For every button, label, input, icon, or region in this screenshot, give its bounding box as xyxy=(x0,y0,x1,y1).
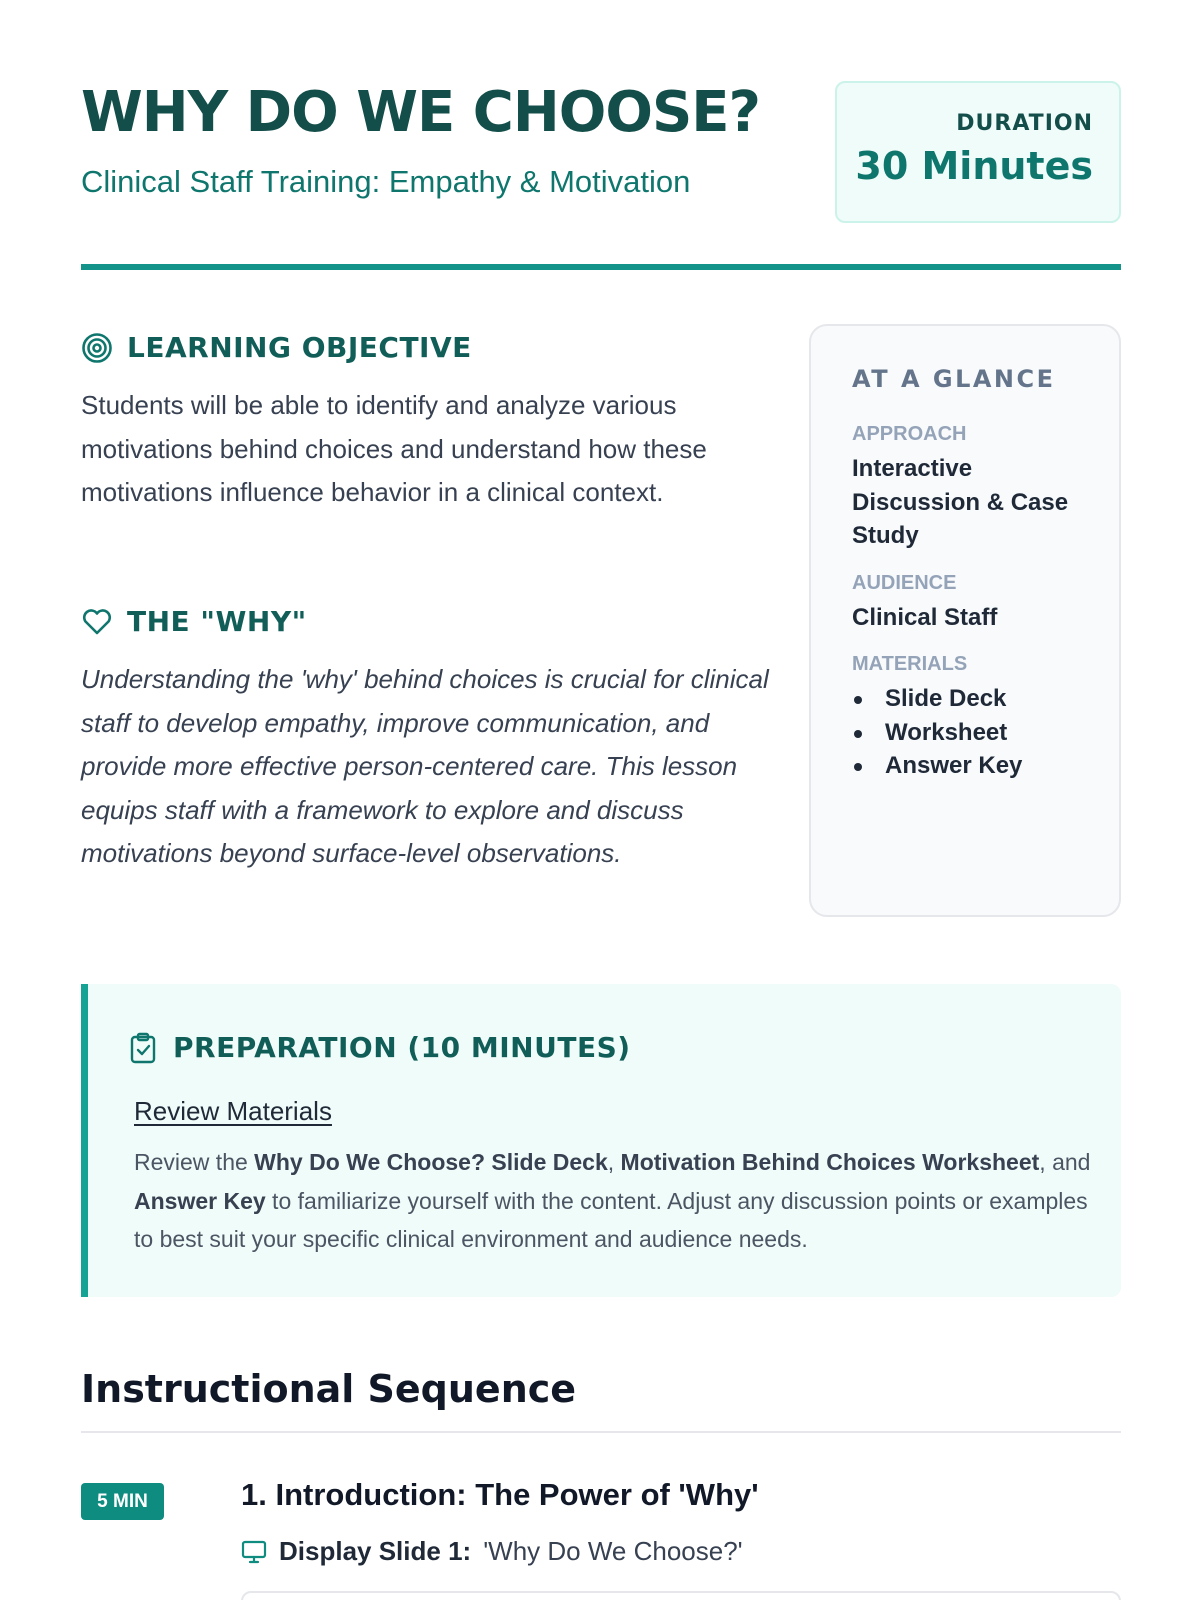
objective-heading xyxy=(81,331,472,364)
duration-value: 30 Minutes xyxy=(855,144,1093,188)
glance-title: AT A GLANCE xyxy=(852,365,1056,393)
step-duration-badge: 5 MIN xyxy=(81,1483,164,1520)
review-materials-link[interactable]: Review Materials xyxy=(134,1096,332,1126)
at-a-glance-card xyxy=(809,324,1121,917)
why-heading-label: THE "WHY" xyxy=(127,605,307,638)
materials-label: MATERIALS xyxy=(852,653,968,675)
monitor-icon xyxy=(241,1539,267,1565)
why-heading xyxy=(81,605,307,638)
sequence-title: Instructional Sequence xyxy=(81,1367,577,1411)
sequence-divider xyxy=(81,1431,1121,1433)
display-slide-row xyxy=(241,1536,743,1567)
page-title: WHY DO WE CHOOSE? xyxy=(81,80,761,145)
materials-item: Worksheet xyxy=(852,716,1089,750)
materials-item: Slide Deck xyxy=(852,682,1089,716)
step-detail-card xyxy=(241,1591,1121,1600)
heart-icon xyxy=(81,606,113,638)
preparation-heading xyxy=(127,1031,631,1064)
prep-text-part: , xyxy=(607,1149,621,1175)
display-slide-label: Display Slide 1: xyxy=(279,1536,472,1566)
page-header xyxy=(81,80,1121,270)
display-slide-value: 'Why Do We Choose?' xyxy=(483,1536,743,1566)
duration-label: DURATION xyxy=(956,111,1093,136)
preparation-text xyxy=(134,1143,1094,1259)
audience-label: AUDIENCE xyxy=(852,571,957,594)
worksheet-name: Motivation Behind Choices Worksheet xyxy=(620,1149,1040,1175)
header-divider xyxy=(81,264,1121,270)
prep-text-part: Review the xyxy=(134,1149,255,1175)
step-title: 1. Introduction: The Power of 'Why' xyxy=(241,1477,759,1512)
answer-key-name: Answer Key xyxy=(134,1187,266,1214)
objective-text: Students will be able to identify and analyze various motivations behind choices and understand how these motivations influence behavior in a clinical context. xyxy=(81,390,707,507)
audience-value: Clinical Staff xyxy=(852,603,998,631)
page-subtitle: Clinical Staff Training: Empathy & Motivation xyxy=(81,164,691,199)
approach-value: Interactive Discussion & Case Study xyxy=(852,455,1069,549)
duration-card xyxy=(835,81,1121,223)
prep-text-part: to familiarize yourself with the content. Adjust any discussion points or examples to best suit your specific clinical environment and audience needs. xyxy=(134,1187,1088,1252)
materials-item: Answer Key xyxy=(852,749,1089,783)
slide-deck-name: Why Do We Choose? Slide Deck xyxy=(254,1149,608,1175)
preparation-heading-label: PREPARATION (10 MINUTES) xyxy=(173,1031,631,1064)
approach-label: APPROACH xyxy=(852,423,967,445)
preparation-panel xyxy=(81,984,1121,1297)
target-icon xyxy=(81,332,113,364)
clipboard-check-icon xyxy=(127,1032,159,1064)
prep-text-part: , and xyxy=(1039,1149,1091,1175)
why-text: Understanding the 'why' behind choices is crucial for clinical staff to develop empathy, improve communication, and provide more effective person-centered care. This lesson equips staff with a framework to explore and discuss motivations beyond surface-level observations. xyxy=(81,664,769,868)
materials-list xyxy=(852,682,1089,783)
objective-heading-label: LEARNING OBJECTIVE xyxy=(127,331,472,364)
